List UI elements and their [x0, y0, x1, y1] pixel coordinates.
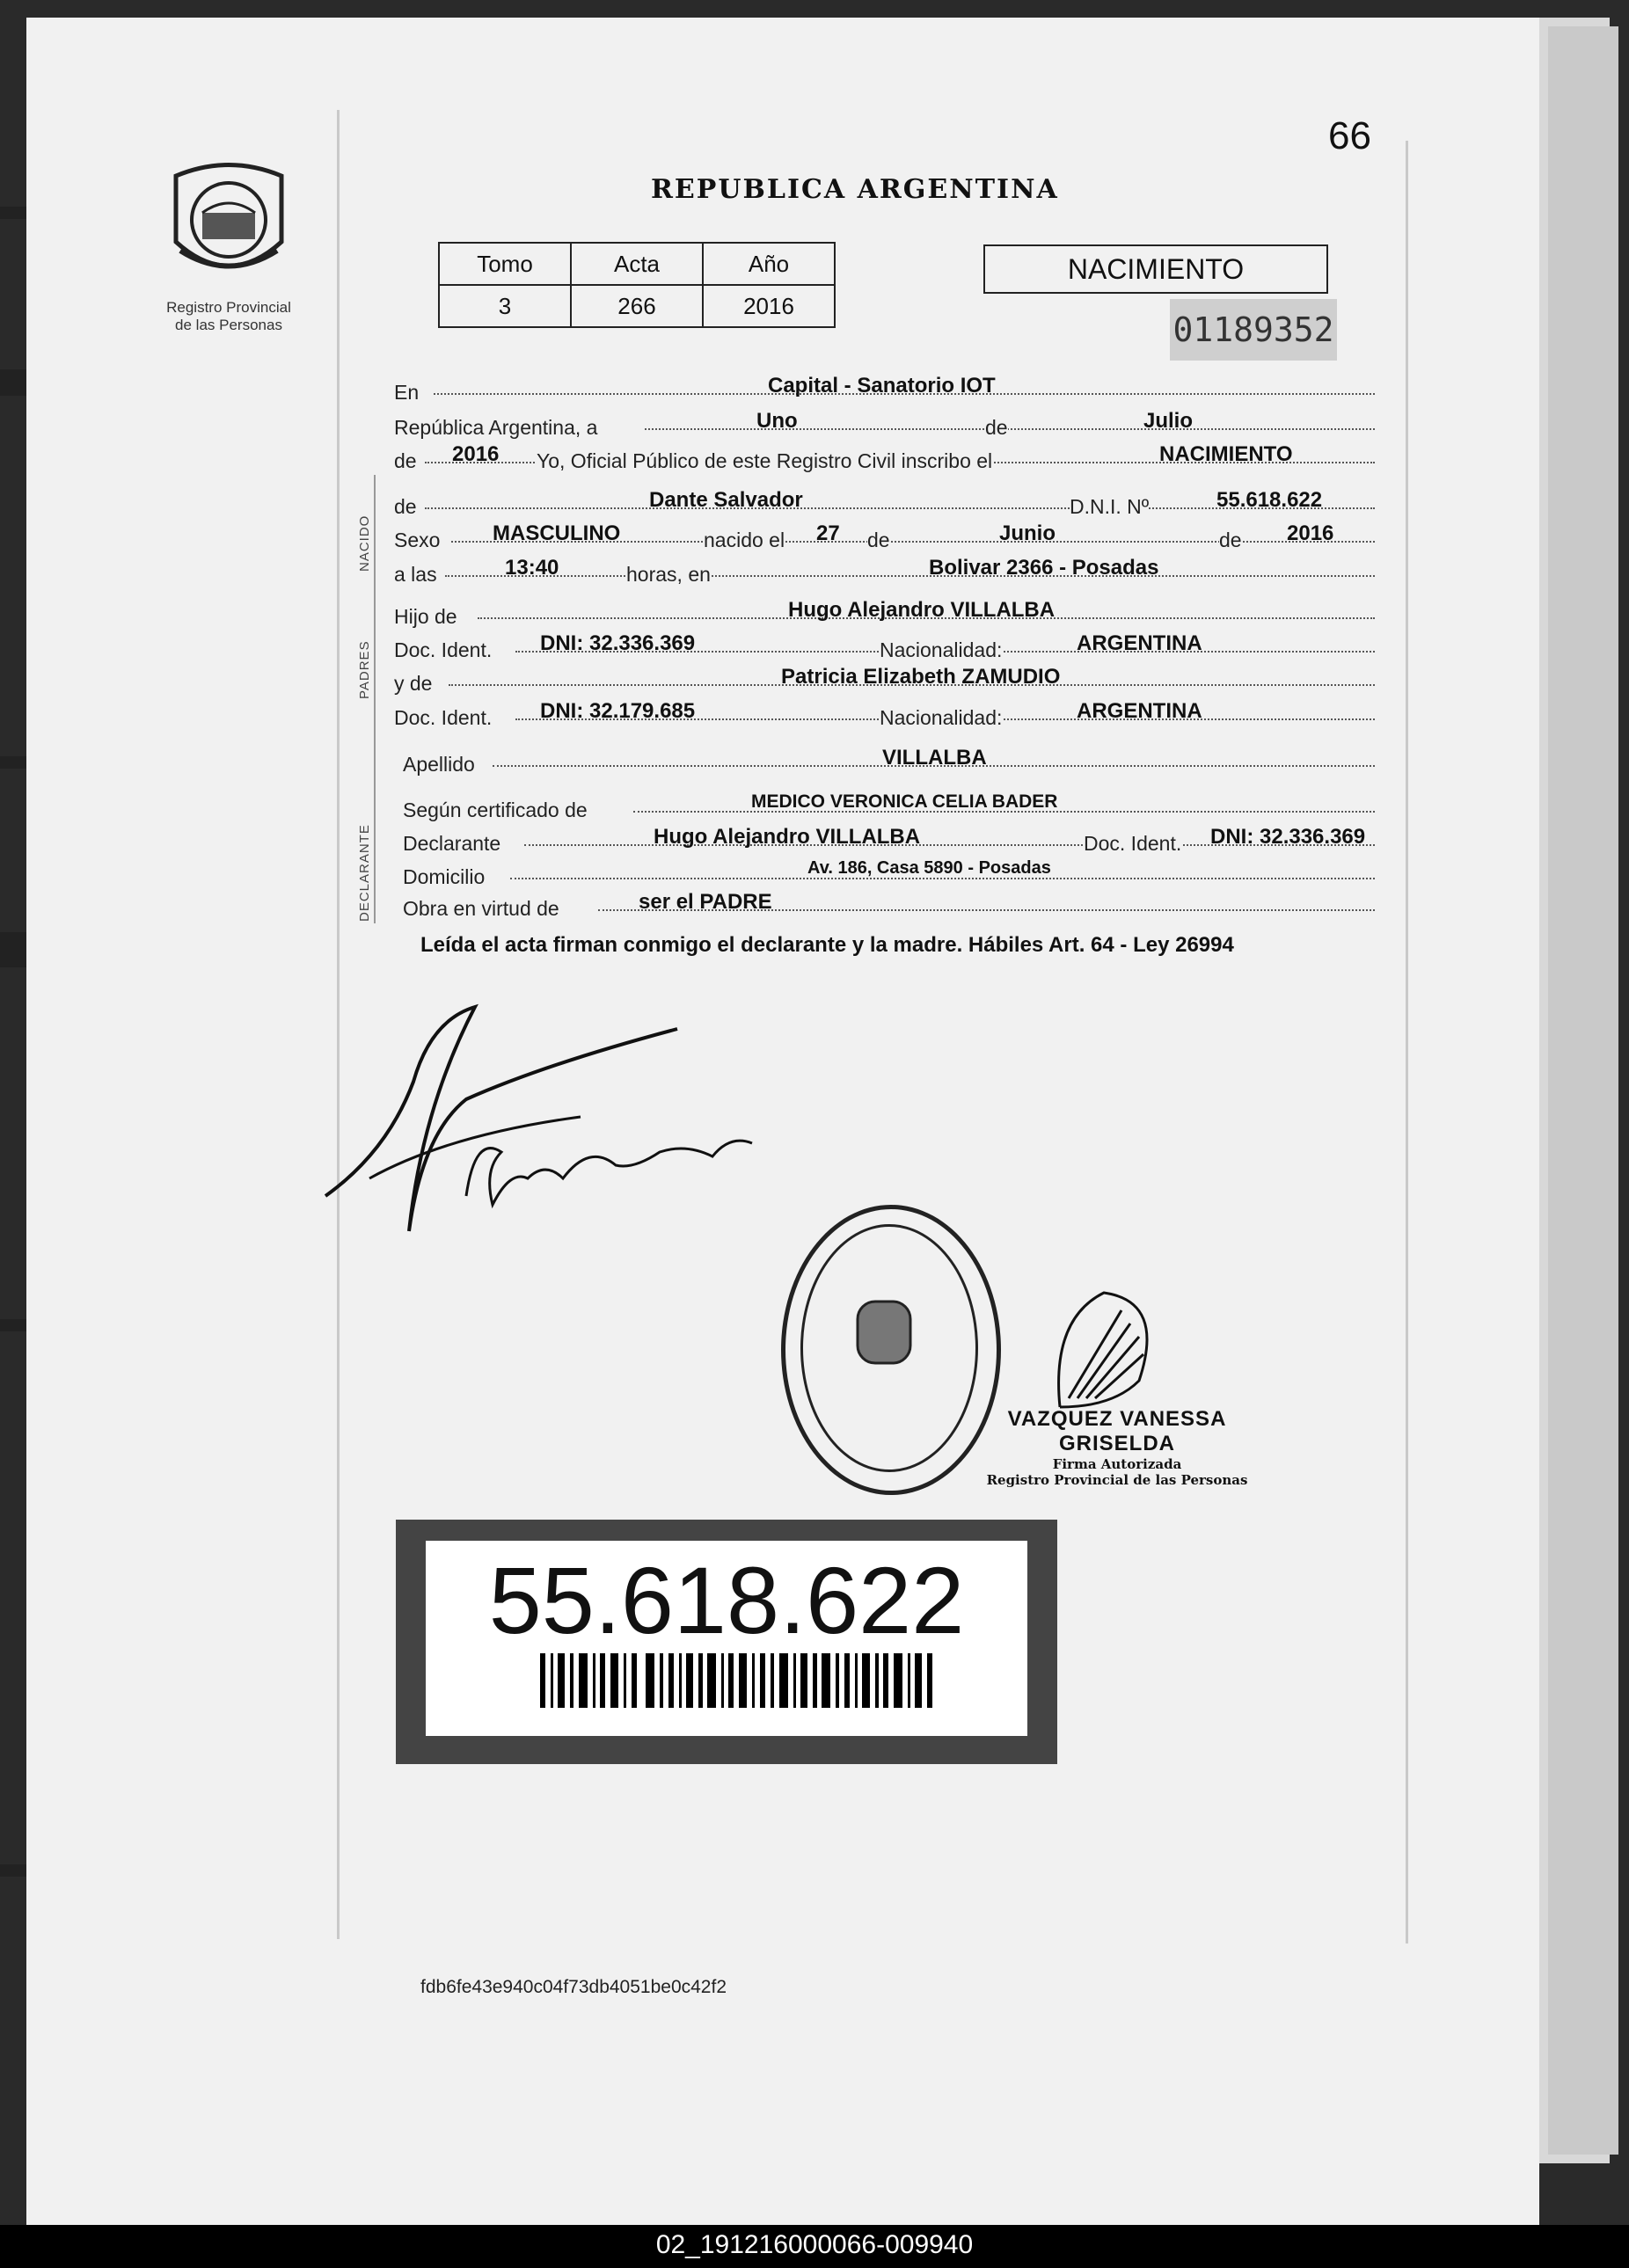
- row-surname: [403, 746, 1384, 776]
- section-label-declarante: DECLARANTE: [357, 824, 372, 922]
- field-label: Nacionalidad:: [880, 706, 1003, 729]
- row-sex-birthdate: [394, 521, 1384, 551]
- section-label-padres: PADRES: [357, 640, 372, 699]
- right-margin-line: [1406, 141, 1408, 1943]
- footer-filename: 02_191216000066-009940: [655, 2230, 974, 2259]
- field-value: 13:40: [505, 556, 559, 580]
- page-stack-edge: [1548, 26, 1618, 2155]
- field-value: Hugo Alejandro VILLALBA: [788, 598, 1056, 622]
- field-value: Hugo Alejandro VILLALBA: [654, 825, 921, 849]
- document-hash: fdb6fe43e940c04f73db4051be0c42f2: [420, 1977, 727, 1997]
- page-number: 66: [1328, 114, 1371, 157]
- field-label: horas, en: [626, 563, 711, 586]
- field-label: Doc. Ident.: [394, 638, 493, 661]
- field-value: DNI: 32.336.369: [540, 631, 696, 655]
- field-label: de: [867, 529, 890, 551]
- table-cell: 266: [571, 285, 703, 327]
- field-label: Declarante: [403, 832, 501, 855]
- row-certificate: [403, 791, 1384, 821]
- barcode: [540, 1653, 938, 1708]
- field-label: de: [394, 495, 417, 518]
- row-place: [394, 374, 1384, 404]
- closing-note: Leída el acta firman conmigo el declarante y la madre. Hábiles Art. 64 - Ley 26994: [420, 933, 1234, 957]
- id-label-number: 55.618.622: [488, 1547, 965, 1653]
- table-header: Año: [703, 243, 835, 285]
- row-capacity: [403, 890, 1384, 920]
- field-label: a las: [394, 563, 437, 586]
- field-label: República Argentina, a: [394, 416, 598, 439]
- field-value: 2016: [452, 442, 500, 466]
- field-value: ARGENTINA: [1077, 699, 1202, 723]
- document-title: REPUBLICA ARGENTINA: [651, 174, 1059, 205]
- field-value: VILLALBA: [882, 746, 987, 769]
- table-cell: 3: [439, 285, 571, 327]
- field-label: Hijo de: [394, 605, 457, 628]
- field-value: Av. 186, Casa 5890 - Posadas: [807, 858, 1051, 878]
- field-label: Domicilio: [403, 865, 486, 888]
- field-value: ARGENTINA: [1077, 631, 1202, 655]
- field-value: Bolivar 2366 - Posadas: [929, 556, 1159, 580]
- row-child-name: [394, 488, 1384, 518]
- field-value: Junio: [999, 521, 1056, 545]
- field-label: de: [394, 449, 417, 472]
- field-value: Patricia Elizabeth ZAMUDIO: [781, 665, 1061, 689]
- table-header: Tomo: [439, 243, 571, 285]
- field-label: y de: [394, 672, 433, 695]
- serial-number: 01189352: [1170, 299, 1337, 361]
- field-value: DNI: 32.179.685: [540, 699, 696, 723]
- dotted-line: [445, 575, 1375, 577]
- field-label: de: [1219, 529, 1242, 551]
- mother-signature: [449, 1117, 765, 1222]
- row-father: [394, 598, 1384, 628]
- signatory-title: Firma Autorizada: [1052, 1456, 1182, 1472]
- field-value: Capital - Sanatorio IOT: [768, 374, 996, 397]
- field-label: Apellido: [403, 753, 475, 776]
- field-label: Sexo: [394, 529, 441, 551]
- field-value: Uno: [756, 409, 798, 433]
- field-value: NACIMIENTO: [1159, 442, 1293, 466]
- field-value: MASCULINO: [493, 521, 621, 545]
- field-label: En: [394, 381, 420, 404]
- field-label: nacido el: [704, 529, 785, 551]
- field-value: ser el PADRE: [639, 890, 772, 914]
- field-value: MEDICO VERONICA CELIA BADER: [751, 791, 1058, 812]
- dotted-line: [645, 428, 1375, 430]
- signatory-name: VAZQUEZ VANESSA GRISELDA: [1007, 1407, 1227, 1455]
- logo-caption-line: Registro Provincial: [166, 299, 291, 316]
- field-label: Obra en virtud de: [403, 897, 559, 920]
- row-address: [403, 858, 1384, 888]
- field-label: Doc. Ident.: [1084, 832, 1182, 855]
- field-label: Doc. Ident.: [394, 706, 493, 729]
- field-value: DNI: 32.336.369: [1210, 825, 1366, 849]
- row-declarant: [403, 825, 1384, 855]
- field-label: Según certificado de: [403, 799, 588, 821]
- document-type-box: NACIMIENTO: [983, 244, 1328, 294]
- row-inscription: [394, 442, 1384, 472]
- field-value: 2016: [1287, 521, 1334, 545]
- section-label-nacido: NACIDO: [357, 514, 372, 572]
- logo-caption: [141, 299, 317, 334]
- table-cell: 2016: [703, 285, 835, 327]
- field-value: 55.618.622: [1216, 488, 1323, 512]
- field-label: de: [985, 416, 1008, 439]
- authorized-signature: [1042, 1284, 1165, 1416]
- field-label: D.N.I. Nº: [1070, 495, 1150, 518]
- authorized-signatory: [959, 1407, 1275, 1488]
- field-label: Yo, Oficial Público de este Registro Civil inscribo el: [537, 449, 993, 472]
- record-reference-table: [438, 242, 836, 328]
- field-value: Dante Salvador: [649, 488, 803, 512]
- field-label: Nacionalidad:: [880, 638, 1003, 661]
- row-father-doc: [394, 631, 1384, 661]
- margin-line: [374, 475, 376, 923]
- stamp-emblem: [849, 1293, 919, 1372]
- row-mother: [394, 665, 1384, 695]
- row-mother-doc: [394, 699, 1384, 729]
- field-value: Julio: [1143, 409, 1194, 433]
- table-header: Acta: [571, 243, 703, 285]
- signatory-office: Registro Provincial de las Personas: [986, 1472, 1248, 1488]
- logo-caption-line: de las Personas: [175, 317, 282, 333]
- row-time-place: [394, 556, 1384, 586]
- field-value: 27: [816, 521, 840, 545]
- row-date: [394, 409, 1384, 439]
